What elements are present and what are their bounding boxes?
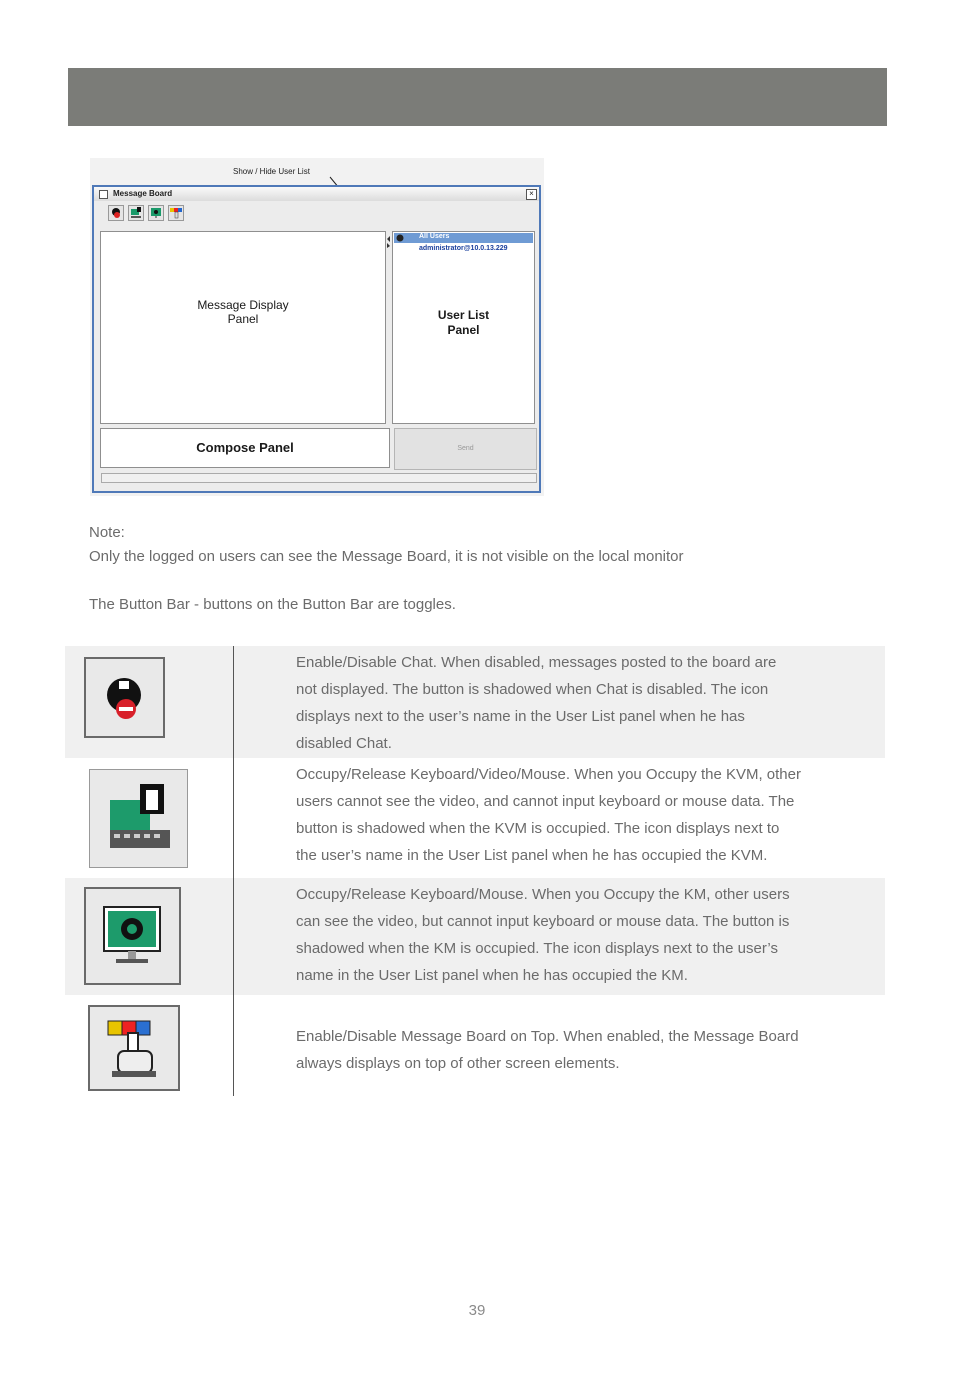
close-icon[interactable]: × <box>526 189 537 200</box>
description-line: the user’s name in the User List panel when he has occupied the KVM. <box>296 847 768 864</box>
user-list-header[interactable] <box>394 233 533 243</box>
description-line: not displayed. The button is shadowed when Chat is disabled. The icon <box>296 681 769 698</box>
row-description <box>296 761 856 869</box>
description-line: disabled Chat. <box>296 735 392 752</box>
status-bar <box>101 473 537 483</box>
description-line: displays next to the user’s name in the User List panel when he has <box>296 708 745 725</box>
user-list-label-line1: User List <box>437 308 490 322</box>
description-line: shadowed when the KM is occupied. The icon displays next to the user’s <box>296 940 778 957</box>
table-column-divider <box>233 646 234 1096</box>
table-row <box>65 646 885 758</box>
user-group-icon <box>396 234 404 242</box>
description-line: always displays on top of other screen elements. <box>296 1055 620 1072</box>
on-top-toggle-button[interactable] <box>168 205 184 221</box>
compose-panel-label: Compose Panel <box>196 440 294 455</box>
description-line: name in the User List panel when he has occupied the KM. <box>296 967 688 984</box>
occupy-km-icon <box>149 206 163 220</box>
user-list-header-label: All Users <box>419 233 450 240</box>
description-line: can see the video, but cannot input keyboard or mouse data. The button is <box>296 913 790 930</box>
message-board-window <box>92 185 541 493</box>
occupy-kvm-icon <box>129 206 143 220</box>
user-list-panel <box>392 231 535 424</box>
occupy-kvm-icon <box>90 770 187 867</box>
table-row <box>65 878 885 995</box>
row-description <box>296 881 856 989</box>
header-bar <box>68 68 887 126</box>
description-line: users cannot see the video, and cannot input keyboard or mouse data. The <box>296 793 795 810</box>
callout-label: Show / Hide User List <box>233 167 310 176</box>
description-line: Occupy/Release Keyboard/Video/Mouse. When you Occupy the KVM, other <box>296 766 801 783</box>
window-title: Message Board <box>113 189 173 198</box>
note-title: Note: <box>89 524 125 541</box>
message-display-label-line2: Panel <box>227 312 259 326</box>
km-toggle-button[interactable] <box>148 205 164 221</box>
board-on-top-icon <box>90 1007 178 1089</box>
on-top-toggle-button-image <box>88 1005 180 1091</box>
row-description <box>296 649 856 757</box>
compose-panel[interactable] <box>100 428 390 468</box>
occupy-km-icon <box>86 889 179 983</box>
chat-disabled-icon <box>109 206 123 220</box>
table-row <box>65 758 885 878</box>
description-line: button is shadowed when the KVM is occupied. The icon displays next to <box>296 820 780 837</box>
message-display-label-line1: Message Display <box>197 298 289 312</box>
window-menu-checkbox[interactable] <box>99 190 108 199</box>
kvm-toggle-button-image <box>89 769 188 868</box>
message-board-screenshot <box>90 158 544 496</box>
board-on-top-icon <box>169 206 183 220</box>
window-titlebar <box>94 187 539 201</box>
user-list-label-line2: Panel <box>447 323 480 337</box>
message-display-panel <box>100 231 386 424</box>
page-number: 39 <box>468 1302 486 1319</box>
chat-toggle-button[interactable] <box>108 205 124 221</box>
user-list-entry[interactable]: administrator@10.0.13.229 <box>419 245 508 252</box>
row-description <box>296 1023 856 1077</box>
description-line: Occupy/Release Keyboard/Mouse. When you Occupy the KM, other users <box>296 886 790 903</box>
description-line: Enable/Disable Chat. When disabled, messages posted to the board are <box>296 654 777 671</box>
chat-disabled-icon <box>86 659 163 736</box>
kvm-toggle-button[interactable] <box>128 205 144 221</box>
chat-toggle-button-image <box>84 657 165 738</box>
button-bar-intro: The Button Bar - buttons on the Button Bar are toggles. <box>89 596 456 613</box>
km-toggle-button-image <box>84 887 181 985</box>
table-row <box>65 995 885 1096</box>
description-line: Enable/Disable Message Board on Top. When enabled, the Message Board <box>296 1028 799 1045</box>
send-button[interactable]: Send <box>394 428 537 470</box>
note-text: Only the logged on users can see the Message Board, it is not visible on the local monitor <box>89 548 684 565</box>
